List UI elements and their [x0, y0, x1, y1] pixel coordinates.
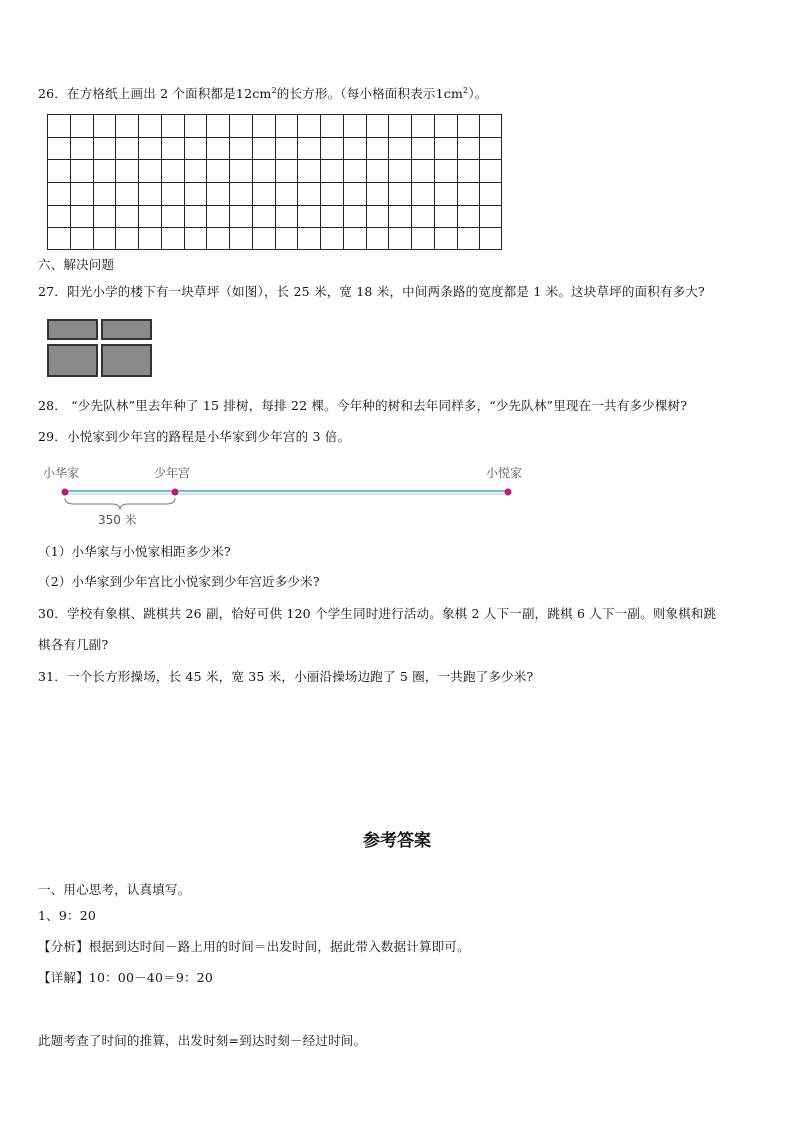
label-xiaohua: 小华家 [43, 466, 80, 480]
lawn-block [47, 344, 98, 377]
distance-label: 350 米 [98, 513, 137, 527]
dot-youth-palace [172, 489, 179, 496]
question-number: 26． [38, 86, 68, 101]
lawn-figure [47, 319, 152, 377]
answer-1-detail: 【详解】10：00－40＝9：20 [38, 970, 213, 985]
label-youth-palace: 少年宫 [154, 466, 191, 480]
grid-lines [47, 114, 502, 250]
question-29-part-1: （1）小华家与小悦家相距多少米? [38, 544, 231, 559]
dot-xiaohua [62, 489, 69, 496]
question-27: 27．阳光小学的楼下有一块草坪（如图），长 25 米，宽 18 米，中间两条路的宽度都是 1 米。这块草坪的面积有多大? [38, 284, 705, 299]
superscript: 2 [463, 85, 469, 95]
question-28: 28． “少先队林”里去年种了 15 排树，每排 22 棵。今年种的树和去年同样多，“少先队林”里现在一共有多少棵树? [38, 398, 688, 413]
question-text: 的长方形。（每小格面积表示1cm [276, 86, 464, 101]
question-text: 在方格纸上画出 2 个面积都是12cm [67, 86, 272, 101]
lawn-block [47, 319, 98, 340]
answer-1-analysis: 【分析】根据到达时间－路上用的时间＝出发时间，据此带入数据计算即可。 [38, 939, 470, 954]
question-30-continued: 棋各有几副? [38, 637, 109, 652]
question-26 [38, 84, 488, 102]
question-30: 30．学校有象棋、跳棋共 26 副，恰好可供 120 个学生同时进行活动。象棋 2 人下一副，跳棋 6 人下一副。则象棋和跳 [38, 606, 717, 621]
section-heading: 六、解决问题 [38, 257, 115, 272]
grid-paper [47, 114, 502, 250]
lawn-block [101, 344, 152, 377]
question-29-part-2: （2）小华家到少年宫比小悦家到少年宫近多少米? [38, 574, 320, 589]
answer-title: 参考答案 [363, 831, 431, 851]
question-29: 29．小悦家到少年宫的路程是小华家到少年宫的 3 倍。 [38, 429, 351, 444]
question-31: 31．一个长方形操场，长 45 米，宽 35 米，小丽沿操场边跑了 5 圈，一共跑了多少米? [38, 669, 534, 684]
question-text: ）。 [468, 86, 488, 101]
section-heading: 一、用心思考，认真填写。 [38, 882, 191, 897]
label-xiaoyue: 小悦家 [486, 466, 523, 480]
answer-1-note: 此题考查了时间的推算，出发时刻=到达时刻－经过时间。 [38, 1033, 367, 1048]
distance-brace [65, 498, 175, 510]
dot-xiaoyue [505, 489, 512, 496]
lawn-block [101, 319, 152, 340]
distance-diagram [40, 458, 540, 533]
answer-1: 1、9：20 [38, 908, 97, 923]
superscript: 2 [271, 85, 277, 95]
